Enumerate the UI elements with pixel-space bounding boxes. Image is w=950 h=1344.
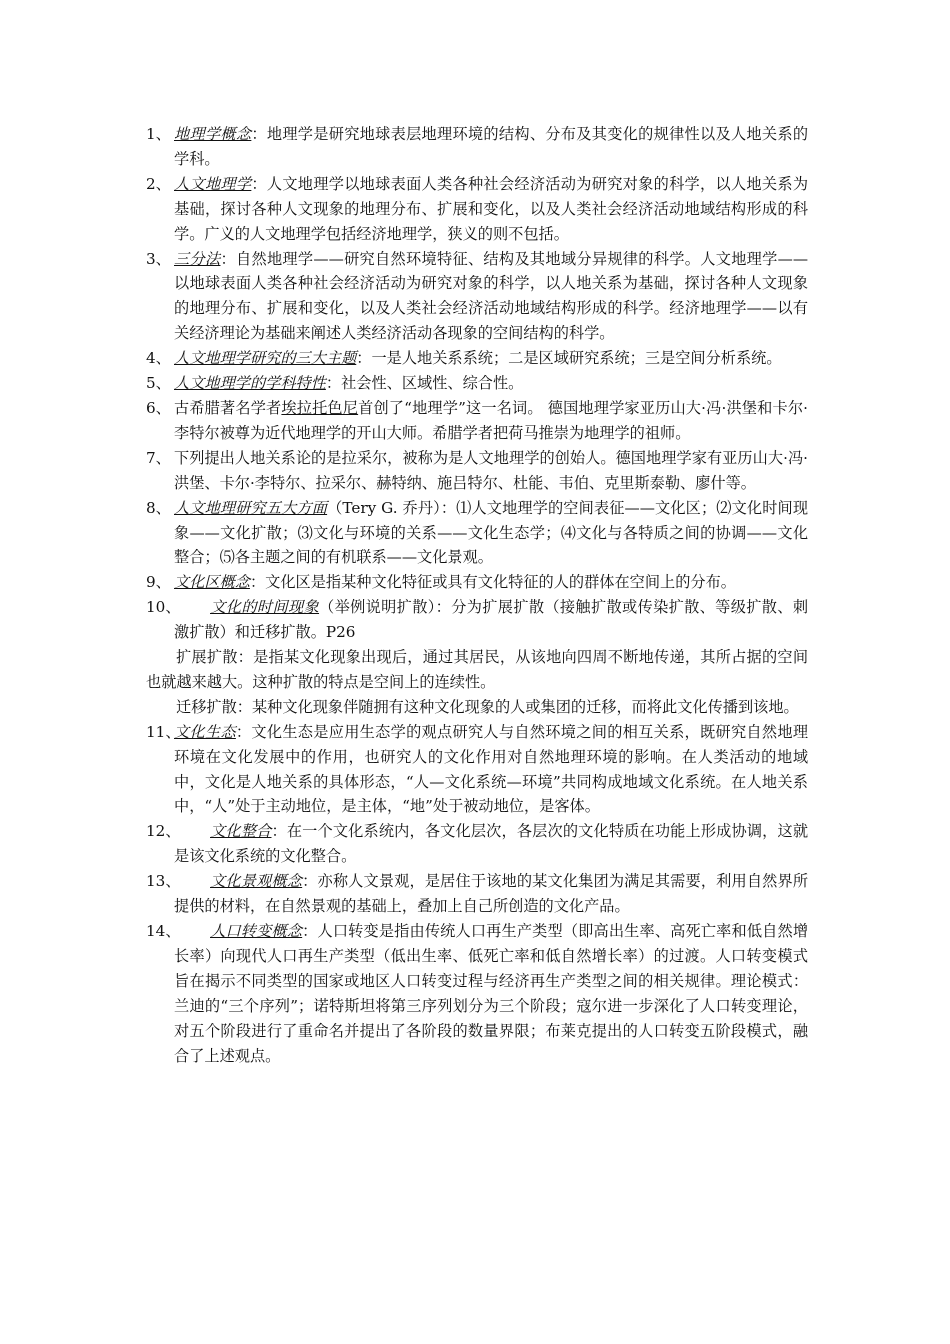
item-7 — [146, 446, 808, 496]
item-11 — [146, 720, 808, 820]
item-10 — [146, 595, 808, 645]
item-term: 人口转变概念 — [210, 922, 303, 940]
item-sep: ： — [302, 922, 318, 940]
item-text: 文化区是指某种文化特征或具有文化特征的人的群体在空间上的分布。 — [265, 573, 736, 592]
item-number: 7、 — [146, 448, 171, 467]
item-number: 10、 — [146, 598, 181, 617]
item-number: 2、 — [146, 174, 171, 193]
item-5 — [146, 371, 808, 396]
item-sep: ： — [251, 125, 267, 143]
item-pre: 古希腊著名学者 — [174, 398, 282, 417]
document-body — [146, 122, 808, 1068]
item-sep: ： — [251, 174, 267, 193]
item-term: 人文地理研究五大方面 — [174, 498, 328, 517]
item-13 — [146, 869, 808, 919]
item-term: 文化的时间现象 — [210, 598, 320, 617]
item-text: 下列提出人地关系论的是拉采尔，被称为是人文地理学的创始人。德国地理学家有亚历山大·冯·洪堡、卡尔·李特尔、拉采尔、赫特纳、施吕特尔、杜能、韦伯、克里斯泰勒、廖什等。 — [174, 448, 808, 492]
item-term: 文化整合 — [210, 822, 272, 841]
item-text: 在一个文化系统内，各文化层次，各层次的文化特质在功能上形成协调，这就是该文化系统的文化整合。 — [174, 822, 809, 866]
item-text: 亦称人文景观，是居住于该地的某文化集团为满足其需要，利用自然界所提供的材料，在自然景观的基础上，叠加上自己所创造的文化产品。 — [174, 872, 809, 916]
item-term: 人文地理学研究的三大主题 — [174, 349, 357, 368]
item-number: 14、 — [146, 922, 181, 940]
item-number: 11、 — [146, 722, 181, 741]
item-number: 4、 — [146, 349, 171, 368]
item-term: 文化景观概念 — [210, 872, 303, 891]
item-4 — [146, 346, 808, 371]
scholar-name: 埃拉托色尼 — [281, 398, 359, 417]
item-text: 自然地理学——研究自然环境特征、结构及其地域分异规律的科学。人文地理学——以地球表面人类各种社会经济活动为研究对象的科学，以人地关系为基础，探讨各种人文现象的地理分布、扩展和变化，以及人类社会经济活动地域结构形成的科学。经济地理学——以有关经济理论为基础来阐述人类经济活动各现象的空间结构的科学。 — [174, 249, 809, 343]
item-sep: ： — [302, 872, 318, 891]
item-text: 人文地理学以地球表面人类各种社会经济活动为研究对象的科学，以人地关系为基础，探讨各种人文现象的地理分布、扩展和变化，以及人类社会经济活动地域结构形成的科学。广义的人文地理学包括经济地理学，狭义的则不包括。 — [174, 174, 809, 243]
item-3 — [146, 247, 808, 347]
item-term: 文化区概念 — [174, 573, 250, 592]
item-9 — [146, 570, 808, 595]
item-8 — [146, 496, 808, 571]
item-term: 三分法 — [174, 249, 221, 268]
paragraph-expansion-diffusion: 扩展扩散：是指某文化现象出现后，通过其居民，从该地向四周不断地传递，其所占据的空间也就越来越大。这种扩散的特点是空间上的连续性。 — [146, 648, 808, 691]
item-sep: （Tery G. 乔丹）： — [327, 498, 457, 517]
item-12 — [146, 819, 808, 869]
item-text: 人口转变是指由传统人口再生产类型（即高出生率、高死亡率和低自然增长率）向现代人口再生产类型（低出生率、低死亡率和低自然增长率）的过渡。人口转变模式旨在揭示不同类型的国家或地区人口转变过程与经济再生产类型之间的相关规律。理论模式：兰迪的“三个序列”；诺特斯坦将第三序列划分为三个阶段；寇尔进一步深化了人口转变理论，对五个阶段进行了重命名并提出了各阶段的数量界限；布莱克提出的人口转变五阶段模式，融合了上述观点。 — [174, 922, 809, 1065]
item-sep: ： — [356, 349, 372, 368]
item-number: 6、 — [146, 398, 171, 417]
item-1 — [146, 122, 808, 172]
item-text: 地理学是研究地球表层地理环境的结构、分布及其变化的规律性以及人地关系的学科。 — [174, 125, 809, 168]
item-number: 9、 — [146, 573, 171, 592]
item-number: 1、 — [146, 125, 171, 143]
item-text: 文化生态是应用生态学的观点研究人与自然环境之间的相互关系，既研究自然地理环境在文化发展中的作用，也研究人的文化作用对自然地理环境的影响。在人类活动的地域中，文化是人地关系的具体形态，“人—文化系统—环境”共同构成地域文化系统。在人地关系中，“人”处于主动地位，是主体，“地”处于被动地位，是客体。 — [174, 722, 809, 816]
item-number: 5、 — [146, 374, 171, 393]
item-sep: （举例说明扩散）： — [319, 598, 452, 617]
paragraph-relocation-diffusion: 迁移扩散：某种文化现象伴随拥有这种文化现象的人或集团的迁移，而将此文化传播到该地。 — [176, 697, 799, 716]
item-term: 人文地理学的学科特性 — [174, 374, 326, 393]
item-text: ⑴人文地理学的空间表征——文化区；⑵文化时间现象——文化扩散；⑶文化与环境的关系——文化生态学；⑷文化与各特质之间的协调——文化整合；⑸各主题之间的有机联系——文化景观。 — [174, 498, 809, 567]
item-sep: ： — [235, 722, 252, 741]
item-text: 首创了“地理学”这一名词。 德国地理学家亚历山大·冯·洪堡和卡尔·李特尔被尊为近代地理学的开山大师。希腊学者把荷马推崇为地理学的祖师。 — [174, 398, 809, 442]
item-2 — [146, 172, 808, 247]
item-number: 13、 — [146, 872, 181, 891]
item-6 — [146, 396, 808, 446]
item-term: 文化生态 — [174, 722, 236, 741]
item-14 — [146, 919, 808, 1068]
item-term: 人文地理学 — [174, 174, 252, 193]
item-number: 8、 — [146, 498, 171, 517]
item-sep: ： — [220, 249, 236, 268]
item-term: 地理学概念 — [174, 125, 252, 143]
item-sep: ： — [249, 573, 266, 592]
item-number: 3、 — [146, 249, 171, 268]
item-text: 一是人地关系系统；二是区域研究系统；三是空间分析系统。 — [371, 349, 782, 368]
item-sep: ： — [271, 822, 287, 841]
item-number: 12、 — [146, 822, 181, 841]
item-text: 分为扩展扩散（接触扩散或传染扩散、等级扩散、刺激扩散）和迁移扩散。P26 — [174, 598, 809, 642]
item-sep: ： — [325, 374, 342, 393]
item-text: 社会性、区域性、综合性。 — [341, 374, 524, 393]
